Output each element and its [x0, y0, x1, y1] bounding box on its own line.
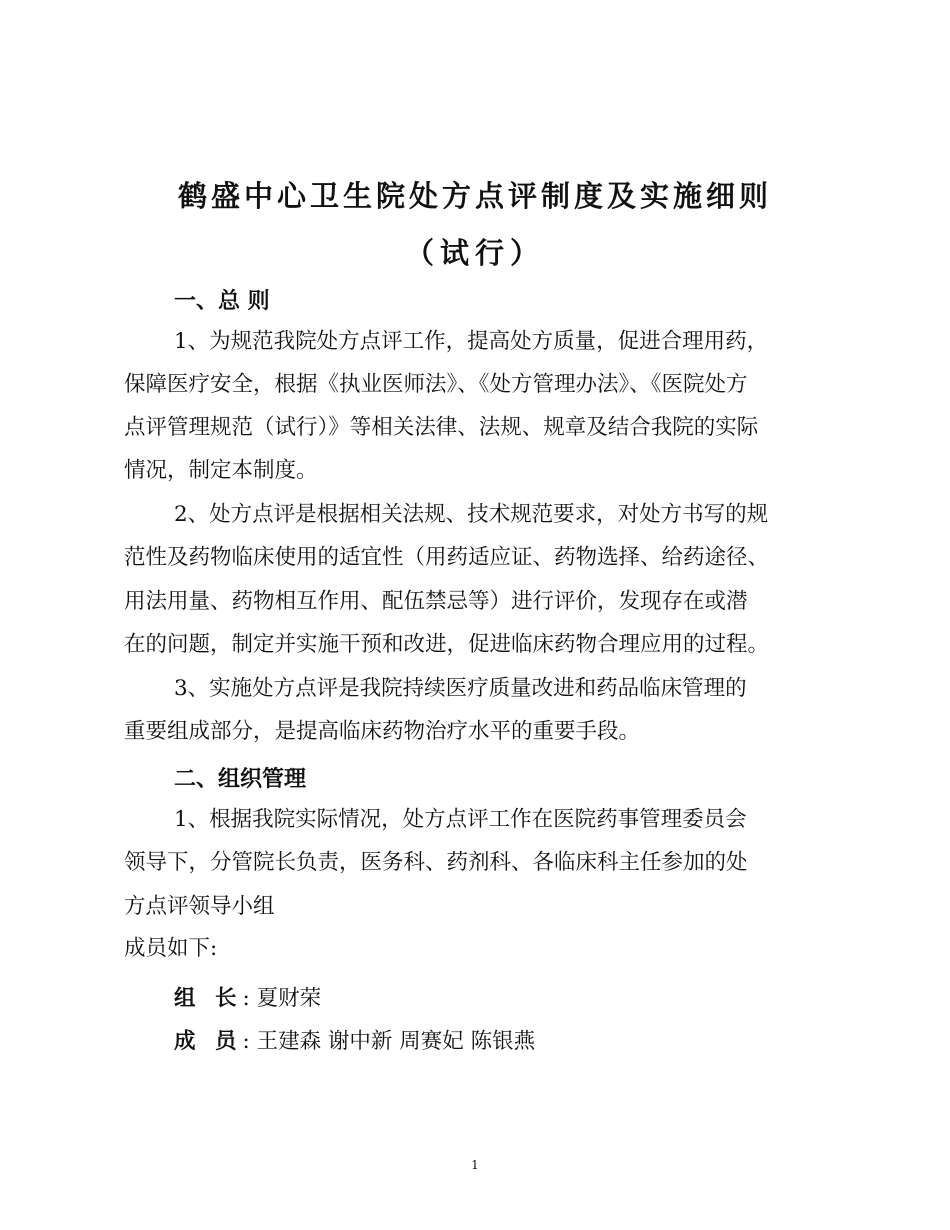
- group-members-row: [174, 1024, 535, 1055]
- document-subtitle: （试行）: [404, 236, 545, 270]
- colon: :: [242, 986, 257, 1011]
- paragraph-line: 1、根据我院实际情况，处方点评工作在医院药事管理委员会: [174, 807, 747, 832]
- group-members-names: 王建森 谢中新 周赛妃 陈银燕: [256, 1029, 536, 1054]
- page-number: 1: [471, 1158, 479, 1172]
- paragraph-line: 范性及药物临床使用的适宜性（用药适应证、药物选择、给药途径、: [124, 545, 770, 570]
- paragraph-line: 领导下，分管院长负责，医务科、药剂科、各临床科主任参加的处: [124, 850, 748, 875]
- paragraph-line: 成员如下:: [124, 936, 218, 961]
- group-leader-row: [174, 981, 321, 1012]
- paragraph-line: 用法用量、药物相互作用、配伍禁忌等）进行评价，发现存在或潜: [124, 589, 748, 614]
- section-heading-general: 一、总 则: [174, 289, 270, 314]
- document-title: 鹤盛中心卫生院处方点评制度及实施细则: [177, 179, 772, 213]
- paragraph-line: 在的问题，制定并实施干预和改进，促进临床药物合理应用的过程。: [124, 632, 770, 657]
- paragraph-line: 1、为规范我院处方点评工作，提高处方质量，促进合理用药，: [174, 329, 769, 354]
- paragraph-line: 2、处方点评是根据相关法规、技术规范要求，对处方书写的规: [174, 502, 769, 527]
- paragraph-line: 重要组成部分，是提高临床药物治疗水平的重要手段。: [124, 719, 641, 744]
- paragraph-line: 保障医疗安全，根据《执业医师法》、《处方管理办法》、《医院处方: [124, 372, 748, 397]
- paragraph-line: 点评管理规范（试行）》等相关法律、法规、规章及结合我院的实际: [124, 415, 759, 440]
- paragraph-line: 方点评领导小组: [124, 894, 275, 919]
- paragraph-line: 3、实施处方点评是我院持续医疗质量改进和药品临床管理的: [174, 676, 747, 701]
- colon: :: [242, 1029, 257, 1054]
- section-heading-organization: 二、组织管理: [174, 767, 307, 792]
- paragraph-line: 情况，制定本制度。: [124, 458, 318, 483]
- group-members-label: 成 员: [174, 1029, 243, 1054]
- group-leader-label: 组 长: [174, 986, 243, 1011]
- group-leader-name: 夏财荣: [256, 986, 322, 1011]
